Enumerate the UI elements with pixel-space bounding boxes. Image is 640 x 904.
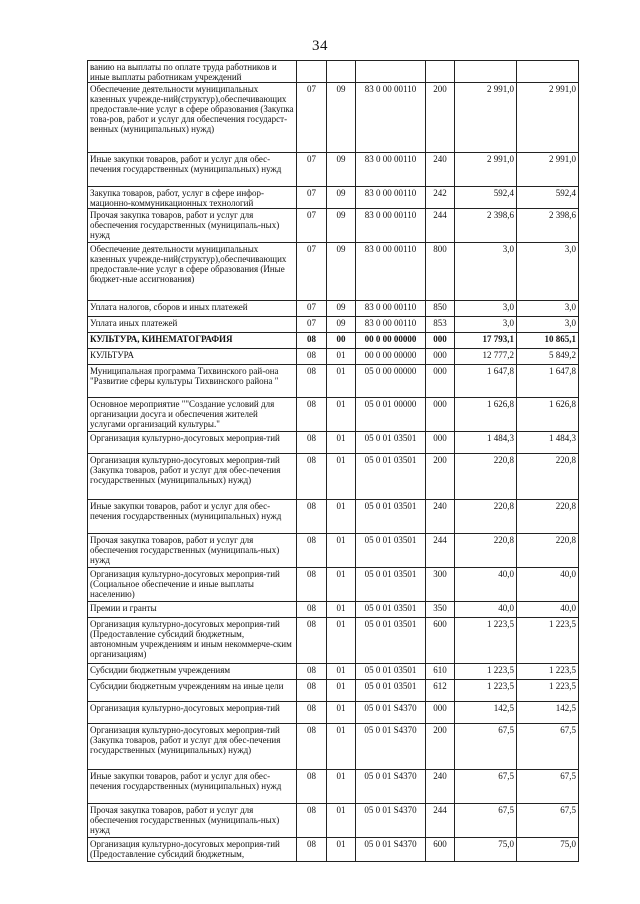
amount-approved: 40,0 (517, 568, 579, 602)
budget-item-name: Организация культурно-досуговых мероприя-тий (Социальное обеспечение и иные выплаты населению) (88, 568, 297, 602)
table-row (88, 209, 579, 243)
budget-item-name: Организация культурно-досуговых мероприя-тий (Закупка товаров, работ и услуг для обес-печения государственных (муниципальных) нужд) (88, 724, 297, 770)
subsection-code: 01 (327, 680, 356, 702)
budget-item-name: КУЛЬТУРА (88, 349, 297, 365)
amount-plan: 220,8 (455, 454, 517, 500)
table-row (88, 317, 579, 333)
subsection-code: 09 (327, 317, 356, 333)
subsection-code: 01 (327, 398, 356, 432)
expense-type-code: 000 (426, 365, 455, 398)
expense-type-code: 200 (426, 83, 455, 153)
section-code: 08 (297, 838, 327, 862)
amount-approved: 2 991,0 (517, 83, 579, 153)
target-article-code: 05 0 01 03501 (356, 618, 426, 664)
budget-table-body (88, 61, 579, 862)
table-row (88, 724, 579, 770)
budget-item-name: Обеспечение деятельности муниципальных казенных учрежде-ний(структур),обеспечивающих предоставле-ние услуг в сфере образования (Иные бюджет-ные ассигнования) (88, 243, 297, 301)
section-code: 08 (297, 770, 327, 804)
subsection-code: 01 (327, 432, 356, 454)
target-article-code: 05 0 00 00000 (356, 365, 426, 398)
amount-approved: 2 991,0 (517, 153, 579, 187)
amount-approved (517, 61, 579, 83)
subsection-code: 01 (327, 770, 356, 804)
amount-plan: 1 223,5 (455, 664, 517, 680)
page-number: 34 (312, 38, 328, 54)
subsection-code: 01 (327, 838, 356, 862)
amount-plan: 12 777,2 (455, 349, 517, 365)
expense-type-code: 244 (426, 534, 455, 568)
table-row (88, 618, 579, 664)
table-row (88, 680, 579, 702)
target-article-code: 05 0 01 03501 (356, 500, 426, 534)
amount-approved: 1 223,5 (517, 680, 579, 702)
expense-type-code: 800 (426, 243, 455, 301)
expense-type-code: 240 (426, 770, 455, 804)
amount-plan: 67,5 (455, 724, 517, 770)
expense-type-code: 000 (426, 432, 455, 454)
section-code: 08 (297, 454, 327, 500)
table-row (88, 838, 579, 862)
amount-plan: 1 484,3 (455, 432, 517, 454)
subsection-code: 01 (327, 534, 356, 568)
budget-item-name: ванию на выплаты по оплате труда работников и иные выплаты работникам учреждений (88, 61, 297, 83)
target-article-code: 05 0 01 S4370 (356, 724, 426, 770)
budget-item-name: Прочая закупка товаров, работ и услуг для обеспечения государственных (муниципаль-ных) нужд (88, 534, 297, 568)
expense-type-code: 244 (426, 209, 455, 243)
target-article-code (356, 61, 426, 83)
subsection-code: 01 (327, 702, 356, 724)
subsection-code: 01 (327, 664, 356, 680)
section-code: 08 (297, 618, 327, 664)
table-row (88, 243, 579, 301)
amount-approved: 220,8 (517, 500, 579, 534)
budget-table (87, 60, 579, 862)
subsection-code: 01 (327, 804, 356, 838)
amount-approved: 1 647,8 (517, 365, 579, 398)
table-row (88, 61, 579, 83)
subsection-code (327, 61, 356, 83)
table-row (88, 500, 579, 534)
target-article-code: 05 0 01 S4370 (356, 702, 426, 724)
subsection-code: 09 (327, 209, 356, 243)
section-code (297, 61, 327, 83)
budget-item-name: Иные закупки товаров, работ и услуг для обес-печения государственных (муниципальных) нужд (88, 153, 297, 187)
table-row (88, 333, 579, 349)
budget-item-name: Закупка товаров, работ, услуг в сфере инфор-мационно-коммуникационных технологий (88, 187, 297, 209)
amount-approved: 220,8 (517, 454, 579, 500)
amount-plan (455, 61, 517, 83)
amount-plan: 2 991,0 (455, 153, 517, 187)
amount-approved: 3,0 (517, 243, 579, 301)
expense-type-code: 610 (426, 664, 455, 680)
subsection-code: 00 (327, 333, 356, 349)
table-row (88, 398, 579, 432)
amount-plan: 220,8 (455, 500, 517, 534)
amount-approved: 75,0 (517, 838, 579, 862)
target-article-code: 83 0 00 00110 (356, 209, 426, 243)
section-code: 07 (297, 187, 327, 209)
expense-type-code (426, 61, 455, 83)
budget-item-name: Иные закупки товаров, работ и услуг для обес-печения государственных (муниципальных) нужд (88, 770, 297, 804)
amount-plan: 2 991,0 (455, 83, 517, 153)
subsection-code: 01 (327, 349, 356, 365)
target-article-code: 05 0 01 03501 (356, 664, 426, 680)
expense-type-code: 000 (426, 398, 455, 432)
budget-item-name: Организация культурно-досуговых мероприя-тий (88, 702, 297, 724)
table-row (88, 534, 579, 568)
amount-approved: 5 849,2 (517, 349, 579, 365)
target-article-code: 05 0 01 03501 (356, 432, 426, 454)
section-code: 08 (297, 602, 327, 618)
section-code: 07 (297, 301, 327, 317)
amount-plan: 67,5 (455, 770, 517, 804)
target-article-code: 83 0 00 00110 (356, 83, 426, 153)
budget-item-name: Организация культурно-досуговых мероприя-тий (Предоставление субсидий бюджетным, автономным учреждениям и иным некоммерче-ским организациям) (88, 618, 297, 664)
amount-plan: 1 626,8 (455, 398, 517, 432)
section-code: 08 (297, 398, 327, 432)
subsection-code: 09 (327, 153, 356, 187)
amount-approved: 592,4 (517, 187, 579, 209)
amount-plan: 17 793,1 (455, 333, 517, 349)
section-code: 08 (297, 568, 327, 602)
section-code: 08 (297, 534, 327, 568)
table-row (88, 349, 579, 365)
expense-type-code: 350 (426, 602, 455, 618)
expense-type-code: 200 (426, 454, 455, 500)
section-code: 07 (297, 209, 327, 243)
budget-item-name: Уплата иных платежей (88, 317, 297, 333)
amount-plan: 1 223,5 (455, 680, 517, 702)
amount-plan: 75,0 (455, 838, 517, 862)
expense-type-code: 300 (426, 568, 455, 602)
expense-type-code: 853 (426, 317, 455, 333)
amount-plan: 3,0 (455, 243, 517, 301)
amount-approved: 40,0 (517, 602, 579, 618)
target-article-code: 83 0 00 00110 (356, 301, 426, 317)
section-code: 08 (297, 680, 327, 702)
table-row (88, 187, 579, 209)
section-code: 08 (297, 664, 327, 680)
target-article-code: 05 0 01 00000 (356, 398, 426, 432)
amount-approved: 67,5 (517, 724, 579, 770)
budget-item-name: Премии и гранты (88, 602, 297, 618)
amount-approved: 1 484,3 (517, 432, 579, 454)
expense-type-code: 200 (426, 724, 455, 770)
subsection-code: 01 (327, 365, 356, 398)
expense-type-code: 612 (426, 680, 455, 702)
target-article-code: 83 0 00 00110 (356, 317, 426, 333)
subsection-code: 01 (327, 618, 356, 664)
budget-item-name: Уплата налогов, сборов и иных платежей (88, 301, 297, 317)
target-article-code: 05 0 01 S4370 (356, 804, 426, 838)
target-article-code: 00 0 00 00000 (356, 349, 426, 365)
expense-type-code: 600 (426, 838, 455, 862)
amount-approved: 2 398,6 (517, 209, 579, 243)
expense-type-code: 000 (426, 349, 455, 365)
subsection-code: 01 (327, 602, 356, 618)
amount-approved: 1 223,5 (517, 664, 579, 680)
table-row (88, 454, 579, 500)
amount-approved: 220,8 (517, 534, 579, 568)
target-article-code: 05 0 01 03501 (356, 680, 426, 702)
amount-plan: 1 223,5 (455, 618, 517, 664)
section-code: 08 (297, 333, 327, 349)
amount-plan: 142,5 (455, 702, 517, 724)
subsection-code: 09 (327, 187, 356, 209)
table-row (88, 153, 579, 187)
section-code: 08 (297, 432, 327, 454)
target-article-code: 05 0 01 03501 (356, 454, 426, 500)
amount-approved: 67,5 (517, 770, 579, 804)
amount-approved: 3,0 (517, 301, 579, 317)
budget-item-name: Субсидии бюджетным учреждениям на иные цели (88, 680, 297, 702)
expense-type-code: 244 (426, 804, 455, 838)
budget-item-name: Обеспечение деятельности муниципальных казенных учрежде-ний(структур),обеспечивающих предоставле-ние услуг в сфере образования (Закупка това-ров, работ и услуг для обеспечения государст-венных (муниципальных) нужд) (88, 83, 297, 153)
budget-item-name: Иные закупки товаров, работ и услуг для обес-печения государственных (муниципальных) нужд (88, 500, 297, 534)
expense-type-code: 242 (426, 187, 455, 209)
expense-type-code: 240 (426, 153, 455, 187)
amount-plan: 3,0 (455, 301, 517, 317)
target-article-code: 00 0 00 00000 (356, 333, 426, 349)
table-row (88, 365, 579, 398)
subsection-code: 01 (327, 500, 356, 534)
table-row (88, 770, 579, 804)
budget-item-name: Основное мероприятие ""Создание условий для организации досуга и обеспечения жителей услугами организаций культуры." (88, 398, 297, 432)
target-article-code: 83 0 00 00110 (356, 153, 426, 187)
section-code: 08 (297, 702, 327, 724)
amount-approved: 10 865,1 (517, 333, 579, 349)
expense-type-code: 000 (426, 333, 455, 349)
target-article-code: 05 0 01 S4370 (356, 838, 426, 862)
budget-item-name: Организация культурно-досуговых мероприя-тий (88, 432, 297, 454)
table-row (88, 602, 579, 618)
expense-type-code: 240 (426, 500, 455, 534)
section-code: 08 (297, 349, 327, 365)
subsection-code: 09 (327, 243, 356, 301)
amount-plan: 1 647,8 (455, 365, 517, 398)
budget-item-name: Организация культурно-досуговых мероприя-тий (Предоставление субсидий бюджетным, (88, 838, 297, 862)
expense-type-code: 600 (426, 618, 455, 664)
table-row (88, 702, 579, 724)
amount-plan: 3,0 (455, 317, 517, 333)
section-code: 07 (297, 243, 327, 301)
amount-plan: 67,5 (455, 804, 517, 838)
section-code: 07 (297, 317, 327, 333)
subsection-code: 01 (327, 454, 356, 500)
budget-item-name: КУЛЬТУРА, КИНЕМАТОГРАФИЯ (88, 333, 297, 349)
table-row (88, 432, 579, 454)
target-article-code: 05 0 01 S4370 (356, 770, 426, 804)
table-row (88, 83, 579, 153)
table-row (88, 664, 579, 680)
target-article-code: 05 0 01 03501 (356, 534, 426, 568)
section-code: 08 (297, 724, 327, 770)
subsection-code: 01 (327, 568, 356, 602)
section-code: 08 (297, 500, 327, 534)
budget-item-name: Субсидии бюджетным учреждениям (88, 664, 297, 680)
subsection-code: 09 (327, 301, 356, 317)
subsection-code: 01 (327, 724, 356, 770)
section-code: 07 (297, 153, 327, 187)
subsection-code: 09 (327, 83, 356, 153)
target-article-code: 05 0 01 03501 (356, 568, 426, 602)
amount-approved: 67,5 (517, 804, 579, 838)
expense-type-code: 000 (426, 702, 455, 724)
table-row (88, 804, 579, 838)
expense-type-code: 850 (426, 301, 455, 317)
section-code: 08 (297, 804, 327, 838)
amount-plan: 220,8 (455, 534, 517, 568)
section-code: 07 (297, 83, 327, 153)
table-row (88, 301, 579, 317)
budget-item-name: Муниципальная программа Тихвинского рай-она "Развитие сферы культуры Тихвинского района " (88, 365, 297, 398)
amount-plan: 592,4 (455, 187, 517, 209)
table-row (88, 568, 579, 602)
amount-approved: 3,0 (517, 317, 579, 333)
amount-plan: 2 398,6 (455, 209, 517, 243)
amount-approved: 1 626,8 (517, 398, 579, 432)
amount-plan: 40,0 (455, 568, 517, 602)
amount-approved: 142,5 (517, 702, 579, 724)
budget-item-name: Организация культурно-досуговых мероприя-тий (Закупка товаров, работ и услуг для обес-печения государственных (муниципальных) нужд) (88, 454, 297, 500)
budget-item-name: Прочая закупка товаров, работ и услуг для обеспечения государственных (муниципаль-ных) нужд (88, 804, 297, 838)
target-article-code: 05 0 01 03501 (356, 602, 426, 618)
section-code: 08 (297, 365, 327, 398)
target-article-code: 83 0 00 00110 (356, 243, 426, 301)
amount-plan: 40,0 (455, 602, 517, 618)
budget-item-name: Прочая закупка товаров, работ и услуг для обеспечения государственных (муниципаль-ных) нужд (88, 209, 297, 243)
target-article-code: 83 0 00 00110 (356, 187, 426, 209)
amount-approved: 1 223,5 (517, 618, 579, 664)
